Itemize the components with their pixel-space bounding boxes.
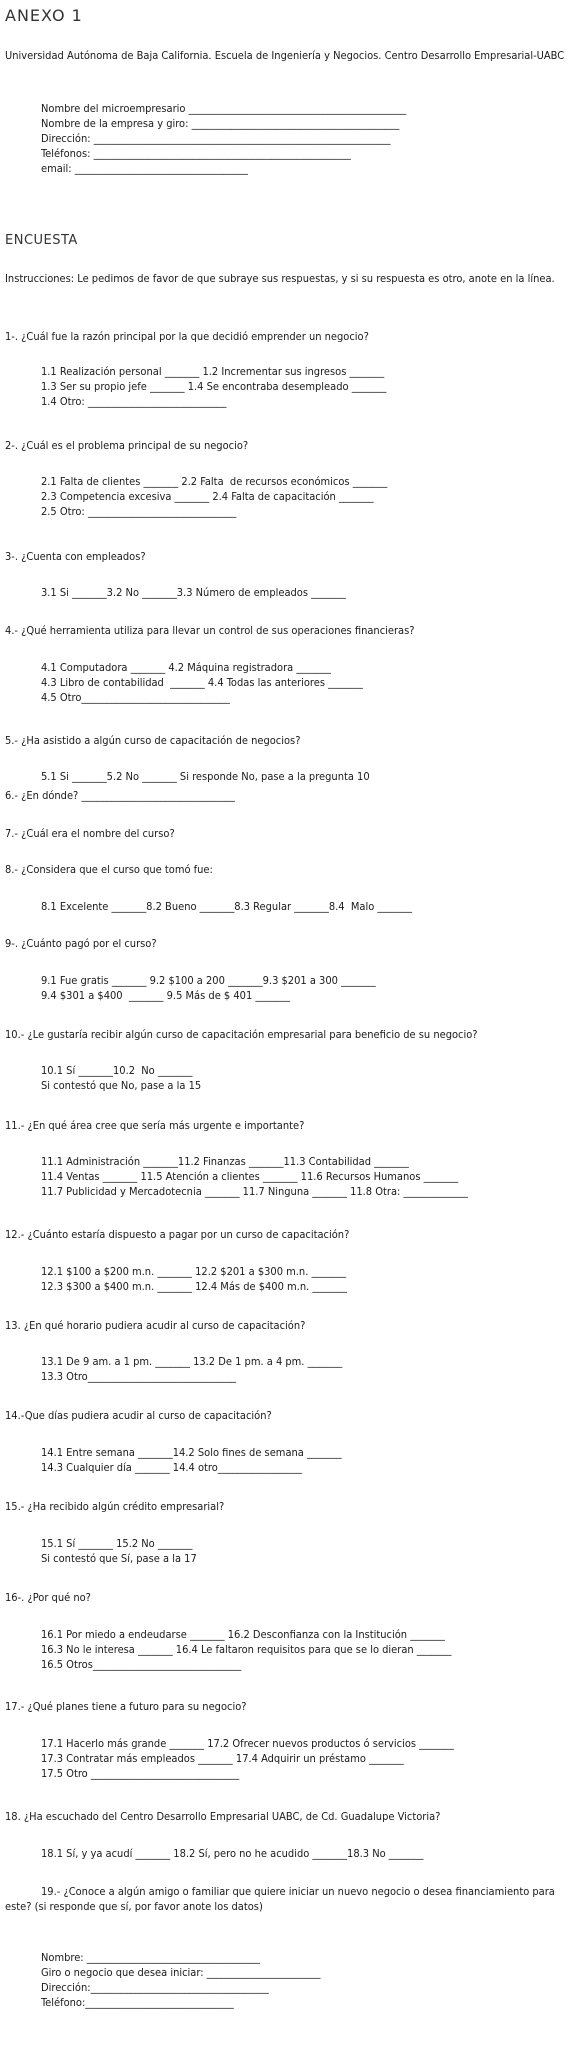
question-2-options: [41, 474, 575, 519]
option-line: 5.1 Si _______5.2 No _______ Si responde No, pase a la pregunta 10: [41, 770, 370, 783]
option-line: 4.3 Libro de contabilidad _______ 4.4 Todas las anteriores _______: [41, 676, 363, 689]
option-line: 9.1 Fue gratis _______ 9.2 $100 a 200 _______9.3 $201 a 300 _______: [41, 974, 376, 987]
option-line: 16.1 Por miedo a endeudarse _______ 16.2 Desconfianza con la Institución _______: [41, 1628, 445, 1641]
option-line: 12.3 $300 a $400 m.n. _______ 12.4 Más de $400 m.n. _______: [41, 1280, 348, 1293]
option-line: 1.1 Realización personal _______ 1.2 Incrementar sus ingresos _______: [41, 365, 385, 378]
question-19: 19.- ¿Conoce a algún amigo o familiar que quiere iniciar un nuevo negocio o desea financiamiento para este? (si responde que sí, por favor anote los datos): [5, 1885, 555, 1913]
question-7: 7.- ¿Cuál era el nombre del curso?: [5, 827, 175, 840]
option-line: Si contestó que Sí, pase a la 17: [41, 1552, 197, 1565]
question-11-options: [41, 1154, 575, 1199]
question-9-options: [41, 973, 575, 1003]
option-line: 11.1 Administración _______11.2 Finanzas _______11.3 Contabilidad _______: [41, 1155, 409, 1168]
contact-field-name: Nombre del microempresario ____________________________________________: [41, 102, 407, 115]
contact-field-phones: Teléfonos: ____________________________________________________: [41, 147, 351, 160]
option-line: 2.5 Otro: ______________________________: [41, 505, 237, 518]
question-10-options: [41, 1063, 575, 1093]
institution-text: Universidad Autónoma de Baja California. Escuela de Ingeniería y Negocios. Centro Desarrollo Empresarial-UABC: [5, 49, 565, 62]
question-6: 6.- ¿En dónde? _______________________________: [5, 789, 235, 802]
option-line: 13.3 Otro______________________________: [41, 1370, 237, 1383]
contact-field-email: email: ___________________________________: [41, 162, 248, 175]
annex-title: ANEXO 1: [5, 6, 83, 25]
option-line: 14.1 Entre semana _______14.2 Solo fines de semana _______: [41, 1446, 342, 1459]
question-8: 8.- ¿Considera que el curso que tomó fue:: [5, 863, 213, 876]
contact-field-company: Nombre de la empresa y giro: __________________________________________: [41, 117, 400, 130]
question-8-options: [41, 899, 575, 914]
option-line: 3.1 Si _______3.2 No _______3.3 Número de empleados _______: [41, 586, 346, 599]
question-11: 11.- ¿En qué área cree que sería más urgente e importante?: [5, 1119, 305, 1132]
question-10: 10.- ¿Le gustaría recibir algún curso de capacitación empresarial para beneficio de su negocio?: [5, 1028, 478, 1041]
question-4: 4.- ¿Qué herramienta utiliza para llevar un control de sus operaciones financieras?: [5, 624, 415, 637]
option-line: Si contestó que No, pase a la 15: [41, 1079, 202, 1092]
option-line: 17.3 Contratar más empleados _______ 17.4 Adquirir un préstamo _______: [41, 1752, 404, 1765]
option-line: 18.1 Sí, y ya acudí _______ 18.2 Sí, pero no he acudido _______18.3 No _______: [41, 1847, 424, 1860]
instructions-text: Instrucciones: Le pedimos de favor de que subraye sus respuestas, y si su respuesta es otro, anote en la línea.: [5, 272, 555, 285]
option-line: 2.3 Competencia excesiva _______ 2.4 Falta de capacitación _______: [41, 490, 374, 503]
question-18-options: [41, 1846, 575, 1861]
question-4-options: [41, 660, 575, 705]
question-9: 9-. ¿Cuánto pagó por el curso?: [5, 937, 157, 950]
option-line: 9.4 $301 a $400 _______ 9.5 Más de $ 401 _______: [41, 989, 291, 1002]
question-1-options: [41, 364, 575, 409]
option-line: 2.1 Falta de clientes _______ 2.2 Falta de recursos económicos _______: [41, 475, 388, 488]
question-1: 1-. ¿Cuál fue la razón principal por la que decidió emprender un negocio?: [5, 330, 369, 343]
option-line: 15.1 Sí _______ 15.2 No _______: [41, 1537, 193, 1550]
option-line: 16.5 Otros______________________________: [41, 1658, 242, 1671]
option-line: 16.3 No le interesa _______ 16.4 Le faltaron requisitos para que se lo dieran _______: [41, 1643, 452, 1656]
option-line: 17.1 Hacerlo más grande _______ 17.2 Ofrecer nuevos productos ó servicios _______: [41, 1737, 454, 1750]
question-13: 13. ¿En qué horario pudiera acudir al curso de capacitación?: [5, 1319, 306, 1332]
question-17-options: [41, 1736, 575, 1781]
option-line: 17.5 Otro ______________________________: [41, 1767, 240, 1780]
question-5: 5.- ¿Ha asistido a algún curso de capacitación de negocios?: [5, 734, 301, 747]
option-line: 13.1 De 9 am. a 1 pm. _______ 13.2 De 1 pm. a 4 pm. _______: [41, 1355, 343, 1368]
option-line: 4.5 Otro______________________________: [41, 691, 230, 704]
option-line: 1.4 Otro: ____________________________: [41, 395, 227, 408]
question-18: 18. ¿Ha escuchado del Centro Desarrollo Empresarial UABC, de Cd. Guadalupe Victoria?: [5, 1810, 441, 1823]
question-3: 3-. ¿Cuenta con empleados?: [5, 550, 146, 563]
option-line: 14.3 Cualquier día _______ 14.4 otro_________________: [41, 1461, 302, 1474]
question-14-options: [41, 1445, 575, 1475]
question-12: 12.- ¿Cuánto estaría dispuesto a pagar por un curso de capacitación?: [5, 1228, 350, 1241]
referral-field-address: Dirección:____________________________________: [41, 1981, 269, 1994]
referral-field-business: Giro o negocio que desea iniciar: _______________________: [41, 1966, 321, 1979]
option-line: 11.7 Publicidad y Mercadotecnia _______ 11.7 Ninguna _______ 11.8 Otra: _____________: [41, 1185, 468, 1198]
referral-fields: [41, 1950, 575, 2010]
option-line: 12.1 $100 a $200 m.n. _______ 12.2 $201 a $300 m.n. _______: [41, 1265, 347, 1278]
contact-fields: [41, 101, 575, 176]
question-14: 14.-Que días pudiera acudir al curso de capacitación?: [5, 1409, 272, 1422]
question-2: 2-. ¿Cuál es el problema principal de su negocio?: [5, 439, 249, 452]
question-3-options: [41, 585, 575, 600]
question-12-options: [41, 1264, 575, 1294]
contact-field-address: Dirección: ____________________________________________________________: [41, 132, 391, 145]
question-5-options: [41, 769, 575, 784]
question-17: 17.- ¿Qué planes tiene a futuro para su negocio?: [5, 1700, 247, 1713]
option-line: 11.4 Ventas _______ 11.5 Atención a clientes _______ 11.6 Recursos Humanos _______: [41, 1170, 459, 1183]
question-13-options: [41, 1354, 575, 1384]
question-15: 15.- ¿Ha recibido algún crédito empresarial?: [5, 1500, 225, 1513]
option-line: 1.3 Ser su propio jefe _______ 1.4 Se encontraba desempleado _______: [41, 380, 387, 393]
option-line: 4.1 Computadora _______ 4.2 Máquina registradora _______: [41, 661, 331, 674]
referral-field-name: Nombre: ___________________________________: [41, 1951, 260, 1964]
question-16-options: [41, 1627, 575, 1672]
survey-heading: ENCUESTA: [5, 233, 78, 248]
option-line: 10.1 Sí _______10.2 No _______: [41, 1064, 193, 1077]
question-15-options: [41, 1536, 575, 1566]
question-16: 16-. ¿Por qué no?: [5, 1591, 91, 1604]
option-line: 8.1 Excelente _______8.2 Bueno _______8.3 Regular _______8.4 Malo _______: [41, 900, 413, 913]
referral-field-phone: Teléfono:______________________________: [41, 1996, 234, 2009]
